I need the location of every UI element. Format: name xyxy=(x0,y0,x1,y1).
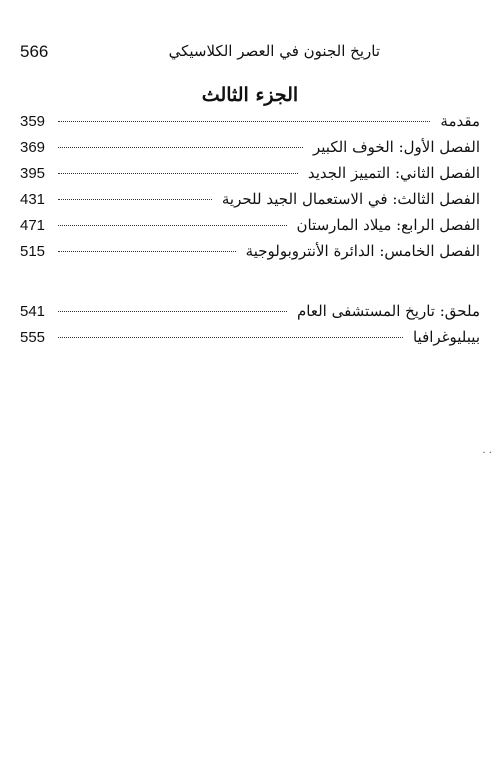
toc-entry-chapter-3 xyxy=(20,190,480,216)
toc-entry-chapter-5 xyxy=(20,242,480,268)
page-number: 566 xyxy=(20,42,49,61)
toc-entry-chapter-1 xyxy=(20,138,480,164)
toc-entry-page: 359 xyxy=(20,113,46,130)
toc-entry-label: ملحق: تاريخ المستشفى العام xyxy=(296,302,480,320)
toc-entry-page: 541 xyxy=(20,303,46,320)
toc-entry-page: 471 xyxy=(20,217,46,234)
dot-leader xyxy=(58,251,236,252)
toc-entry-label: الفصل الأول: الخوف الكبير xyxy=(313,138,480,156)
section-title: الجزء الثالث xyxy=(201,84,299,106)
toc-entry-label: الفصل الثاني: التمييز الجديد xyxy=(307,164,480,182)
toc-entry-introduction xyxy=(20,112,480,138)
table-of-contents xyxy=(20,112,480,354)
toc-entry-bibliography xyxy=(20,328,480,354)
toc-entry-chapter-2 xyxy=(20,164,480,190)
toc-entry-page: 431 xyxy=(20,191,46,208)
toc-entry-chapter-4 xyxy=(20,216,480,242)
dot-leader xyxy=(58,121,430,122)
page-header xyxy=(20,42,480,66)
toc-entry-page: 369 xyxy=(20,139,46,156)
toc-entry-appendix xyxy=(20,302,480,328)
toc-entry-page: 555 xyxy=(20,329,46,346)
running-title: تاريخ الجنون في العصر الكلاسيكي xyxy=(168,42,380,60)
dot-leader xyxy=(58,147,303,148)
toc-entry-label: الفصل الخامس: الدائرة الأنتروبولوجية xyxy=(245,242,480,260)
dot-leader xyxy=(58,199,212,200)
dot-leader xyxy=(58,311,287,312)
toc-entry-label: مقدمة xyxy=(440,112,480,130)
toc-entry-page: 395 xyxy=(20,165,46,182)
toc-entry-label: الفصل الثالث: في الاستعمال الجيد للحرية xyxy=(221,190,480,208)
dot-leader xyxy=(58,173,298,174)
dot-leader xyxy=(58,225,287,226)
dot-leader xyxy=(58,337,403,338)
page-speck-marks: · · xyxy=(482,448,492,459)
toc-entry-label: الفصل الرابع: ميلاد المارستان xyxy=(296,216,480,234)
toc-entry-label: بيبليوغرافيا xyxy=(412,328,480,346)
toc-entry-page: 515 xyxy=(20,243,46,260)
